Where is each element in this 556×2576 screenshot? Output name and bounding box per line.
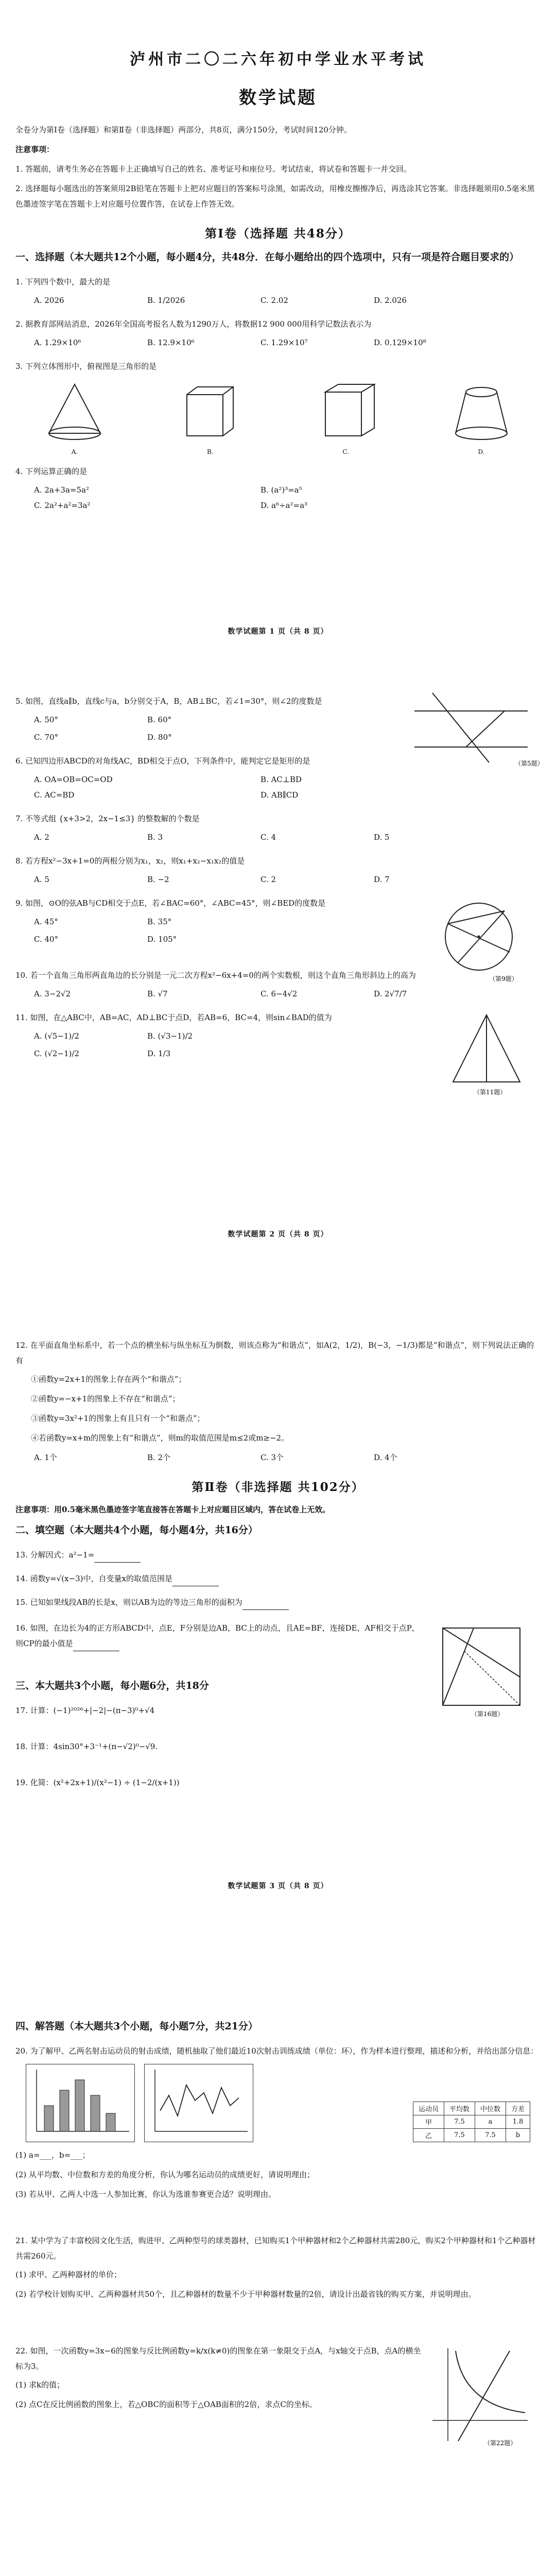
q4-option-b: B. (a²)³=a⁵ — [260, 485, 302, 495]
q10-option-b: B. √7 — [147, 989, 168, 998]
section2-heading: 二、填空题（本大题共4个小题，每小题4分，共16分） — [15, 1524, 258, 1536]
table-cell: b — [506, 2129, 530, 2142]
fig9-circle — [427, 895, 530, 983]
question-2: 2. 据教育部网站消息，2026年全国高考报名人数为1290万人，将数据12 900 000用科学记数法表示为 — [15, 319, 372, 329]
exam-subject: 数学试题 — [239, 88, 317, 108]
q5-option-d: D. 80° — [147, 733, 172, 742]
section4-heading: 四、解答题（本大题共3个小题，每小题7分，共21分） — [15, 2021, 258, 2032]
frustum-figure — [443, 379, 520, 446]
table-cell: 平均数 — [444, 2102, 475, 2115]
q3-figure-c — [307, 379, 385, 455]
table-cell: 7.5 — [444, 2129, 475, 2142]
q6-option-d: D. AB∥CD — [260, 790, 299, 800]
q10-options — [34, 986, 541, 1002]
question-22: 22. 如图，一次函数y=3x−6的图象与反比例函数y=k/x(k≠0)的图象在第一象限交于点A，与x轴交于点B，点A的横坐标为3。 — [15, 2346, 421, 2371]
table-cell: 7.5 — [475, 2129, 506, 2142]
page-1 — [15, 46, 541, 515]
exam-title: 泸州市二〇二六年初中学业水平考试 — [130, 50, 426, 69]
q2-option-d: D. 0.129×10⁸ — [374, 338, 426, 347]
q12-options — [34, 1450, 541, 1465]
fig5-parallel-lines — [412, 690, 544, 768]
q4-options — [34, 482, 541, 513]
q12-option-d: D. 4个 — [374, 1453, 397, 1462]
q3-figures — [36, 379, 520, 455]
question-14 — [15, 1571, 541, 1586]
q3-figure-a — [36, 379, 113, 455]
question-9: 9. 如图，⊙O的弦AB与CD相交于点E，若∠BAC=60°，∠ABC=45°，则∠BED的度数是 — [15, 899, 326, 908]
page-2-footer: 数学试题第 2 页（共 8 页） — [228, 1230, 328, 1239]
q12-item-2: ②函数y=−x+1的图象上不存在“和谐点”； — [31, 1394, 180, 1403]
table-row — [413, 2115, 530, 2129]
page-4 — [15, 2014, 541, 2447]
q8-option-c: C. 2 — [260, 875, 276, 884]
table-cell: a — [475, 2115, 506, 2129]
q6-option-c: C. AC=BD — [34, 790, 75, 800]
section3-heading: 三、本大题共3个小题，每小题6分，共18分 — [15, 1680, 209, 1691]
q12-option-a: A. 1个 — [34, 1453, 57, 1462]
question-6: 6. 已知四边形ABCD的对角线AC，BD相交于点O，下列条件中，能判定它是矩形的是 — [15, 756, 310, 766]
exam-intro: 全卷分为第Ⅰ卷（选择题）和第Ⅱ卷（非选择题）两部分，共8页，满分150分，考试时间120分钟。 — [15, 125, 352, 134]
page-3-footer: 数学试题第 3 页（共 8 页） — [228, 1882, 328, 1890]
q6-option-a: A. OA=OB=OC=OD — [34, 775, 113, 784]
q5-option-c: C. 70° — [34, 733, 59, 742]
page-2 — [15, 685, 544, 1096]
q22-part-2: (2) 点C在反比例函数的图象上，若△OBC的面积等于△OAB面积的2倍，求点C的坐标。 — [15, 2400, 317, 2409]
q21-part-2: (2) 若学校计划购买甲、乙两种器材共50个，且乙种器材的数量不少于甲种器材数量的2倍，请设计出最省钱的购买方案，并说明理由。 — [15, 2290, 476, 2299]
table-row — [413, 2129, 530, 2142]
question-8: 8. 若方程x²−3x+1=0的两根分别为x₁，x₂，则x₁+x₂−x₁x₂的值是 — [15, 856, 245, 866]
q9-option-d: D. 105° — [147, 935, 177, 944]
table-cell: 甲 — [413, 2115, 444, 2129]
question-3: 3. 下列立体图形中，俯视图是三角形的是 — [15, 362, 157, 371]
q1-option-d: D. 2.026 — [374, 296, 407, 305]
q10-option-d: D. 2√7/7 — [374, 989, 407, 998]
table-cell: 方差 — [506, 2102, 530, 2115]
q5-option-b: B. 60° — [147, 715, 172, 724]
q8-option-d: D. 7 — [374, 875, 390, 884]
q21-part-1: (1) 求甲、乙两种器材的单价； — [15, 2270, 122, 2279]
q2-option-a: A. 1.29×10⁶ — [34, 338, 81, 347]
notice-label: 注意事项： — [15, 145, 55, 154]
q11-option-b: B. (√3−1)/2 — [147, 1031, 193, 1041]
q16-text: 16. 如图，在边长为4的正方形ABCD中，点E，F分别是边AB，BC上的动点，且AE=BF，连接DE，AF相交于点P，则CP的最小值是 — [15, 1623, 420, 1648]
q12-item-1: ①函数y=2x+1的图象上存在两个“和谐点”； — [31, 1375, 186, 1384]
q20-part-2: (2) 从平均数、中位数和方差的角度分析，你认为哪名运动员的成绩更好，请说明理由； — [15, 2170, 315, 2179]
q20-chart-jia — [26, 2064, 135, 2142]
q2-option-b: B. 12.9×10⁶ — [147, 338, 195, 347]
page-1-footer: 数学试题第 1 页（共 8 页） — [228, 628, 328, 636]
q6-option-b: B. AC⊥BD — [260, 775, 302, 784]
table-cell: 乙 — [413, 2129, 444, 2142]
q1-option-c: C. 2.02 — [260, 296, 288, 305]
q15-answer-blank[interactable] — [242, 1600, 289, 1610]
question-18: 18. 计算：4sin30°+3⁻¹+(π−√2)⁰−√9. — [15, 1742, 158, 1751]
fig9-caption: （第9题） — [489, 975, 518, 982]
q14-text: 14. 函数y=√(x−3)中，自变量x的取值范围是 — [15, 1574, 172, 1583]
q7-option-b: B. 3 — [147, 833, 163, 842]
q6-options — [34, 772, 541, 803]
q10-option-c: C. 6−4√2 — [260, 989, 298, 998]
q4-option-c: C. 2a²+a²=3a² — [34, 501, 91, 510]
q7-options — [34, 829, 541, 845]
question-17: 17. 计算：(−1)²⁰²⁶+|−2|−(π−3)⁰+√4 — [15, 1706, 155, 1715]
question-19: 19. 化简：(x²+2x+1)/(x²−1) ÷ (1−2/(x+1)) — [15, 1778, 180, 1787]
q20-part-3: (3) 若从甲、乙两人中选一人参加比赛，你认为选谁参赛更合适？说明理由。 — [15, 2190, 276, 2199]
section1-heading: 一、选择题（本大题共12个小题，每小题4分，共48分．在每小题给出的四个选项中，只有一项是符合题目要求的） — [15, 251, 519, 263]
fig5-caption: （第5题） — [515, 760, 544, 767]
q5-option-a: A. 50° — [34, 715, 58, 724]
q7-option-a: A. 2 — [34, 833, 49, 842]
q22-part-1: (1) 求k的值； — [15, 2380, 65, 2389]
q2-option-c: C. 1.29×10⁷ — [260, 338, 308, 347]
q12-item-4: ④若函数y=x+m的图象上有“和谐点”，则m的取值范围是m≤2或m≥−2。 — [31, 1433, 289, 1443]
chart-yi-svg — [145, 2064, 253, 2142]
q12-item-3: ③函数y=3x²+1的图象上有且只有一个“和谐点”； — [31, 1414, 205, 1423]
q3-label-a: A. — [71, 448, 78, 455]
q11-block — [15, 1010, 541, 1096]
q20-stats-table — [413, 2102, 530, 2142]
q11-option-c: C. (√2−1)/2 — [34, 1049, 79, 1058]
question-10: 10. 若一个直角三角形两直角边的长分别是一元二次方程x²−6x+4=0的两个实数根，则这个直角三角形斜边上的高为 — [15, 971, 416, 980]
q12-option-b: B. 2个 — [147, 1453, 171, 1462]
q3-figure-b — [171, 379, 249, 455]
question-5: 5. 如图，直线a∥b，直线c与a，b分别交于A，B，AB⊥BC，若∠1=30°，则∠2的度数是 — [15, 697, 322, 706]
q3-figure-d — [443, 379, 520, 455]
q20-chart-yi — [144, 2064, 253, 2142]
q8-option-a: A. 5 — [34, 875, 49, 884]
q9-option-b: B. 35° — [147, 917, 172, 926]
q9-option-a: A. 45° — [34, 917, 58, 926]
table-row — [413, 2102, 530, 2115]
triangular-prism-figure — [171, 379, 249, 446]
q4-option-d: D. a⁶÷a²=a³ — [260, 501, 308, 510]
q20-part-1: (1) a=___，b=___； — [15, 2150, 90, 2160]
q11-option-a: A. (√5−1)/2 — [34, 1031, 79, 1041]
question-21: 21. 某中学为了丰富校园文化生活，购进甲、乙两种型号的球类器材，已知购买1个甲种器材和2个乙种器材共需280元，购买2个甲种器材和1个乙种器材共需260元。 — [15, 2236, 536, 2261]
question-20: 20. 为了解甲、乙两名射击运动员的射击成绩，随机抽取了他们最近10次射击训练成绩（单位：环），作为样本进行整理，描述和分析，并给出部分信息： — [15, 2046, 538, 2056]
prism-figure — [307, 379, 385, 446]
q13-answer-blank[interactable] — [94, 1553, 141, 1563]
question-12: 12. 在平面直角坐标系中，若一个点的横坐标与纵坐标互为倒数，则该点称为“和谐点”，如A(2，1/2)，B(−3，−1/3)都是“和谐点”，则下列说法正确的有 — [15, 1341, 534, 1365]
fig11-triangle — [443, 1010, 530, 1097]
q3-label-b: B. — [207, 448, 214, 455]
fig22-caption: （第22题） — [484, 2439, 517, 2447]
notice-1: 1. 答题前，请考生务必在答题卡上正确填写自己的姓名、准考证号和座位号。考试结束，将试卷和答题卡一并交回。 — [15, 164, 412, 174]
q4-option-a: A. 2a+3a=5a² — [34, 485, 89, 495]
question-15 — [15, 1595, 541, 1610]
question-13 — [15, 1547, 541, 1563]
q16-answer-blank[interactable] — [73, 1641, 119, 1651]
q9-option-c: C. 40° — [34, 935, 59, 944]
q8-options — [34, 872, 541, 887]
q11-option-d: D. 1/3 — [147, 1049, 171, 1058]
question-7: 7. 不等式组 {x+3>2，2x−1≤3} 的整数解的个数是 — [15, 814, 200, 823]
question-16 — [15, 1620, 422, 1651]
chart-jia-svg — [26, 2064, 134, 2142]
notice-2: 2. 选择题每小题选出的答案须用2B铅笔在答题卡上把对应题目的答案标号涂黑，如需改动，用橡皮擦擦净后，再选涂其它答案。非选择题须用0.5毫米黑色墨迹签字笔在答题卡上对应题号位置作答，在试卷上作答无效。 — [15, 184, 535, 209]
cone-figure — [36, 379, 113, 446]
q1-option-b: B. 1/2026 — [147, 296, 185, 305]
table-cell: 运动员 — [413, 2102, 444, 2115]
table-cell: 7.5 — [444, 2115, 475, 2129]
q22-block — [15, 2343, 541, 2447]
question-4: 4. 下列运算正确的是 — [15, 467, 88, 476]
fig22-function-graph — [427, 2343, 530, 2446]
q10-option-a: A. 3−2√2 — [34, 989, 71, 998]
table-cell: 1.8 — [506, 2115, 530, 2129]
part2-notice: 注意事项：用0.5毫米黑色墨迹签字笔直接答在答题卡上对应题目区域内，答在试卷上无效。 — [15, 1505, 331, 1514]
q3-label-c: C. — [342, 448, 349, 455]
q12-option-c: C. 3个 — [260, 1453, 284, 1462]
fig16-caption: （第16题） — [471, 1710, 504, 1718]
q13-text: 13. 分解因式：a²−1= — [15, 1550, 95, 1560]
part2-heading: 第Ⅱ卷（非选择题 共102分） — [192, 1480, 364, 1494]
q3-label-d: D. — [478, 448, 485, 455]
question-1: 1. 下列四个数中，最大的是 — [15, 277, 111, 286]
page-3 — [15, 1329, 541, 1793]
q7-option-d: D. 5 — [374, 833, 390, 842]
part1-heading: 第Ⅰ卷（选择题 共48分） — [205, 227, 351, 241]
q15-text: 15. 已知如果线段AB的长是x，则以AB为边的等边三角形的面积为 — [15, 1598, 242, 1607]
table-cell: 中位数 — [475, 2102, 506, 2115]
q2-options — [34, 335, 541, 350]
q8-option-b: B. −2 — [147, 875, 169, 884]
q14-answer-blank[interactable] — [172, 1577, 219, 1586]
q1-option-a: A. 2026 — [34, 296, 64, 305]
question-11: 11. 如图，在△ABC中，AB=AC，AD⊥BC于点D，若AB=6，BC=4，则sin∠BAD的值为 — [15, 1013, 332, 1022]
q7-option-c: C. 4 — [260, 833, 276, 842]
fig16-square — [432, 1620, 530, 1718]
q20-figures — [26, 2064, 541, 2142]
q1-options — [34, 293, 541, 308]
fig11-caption: （第11题） — [474, 1089, 507, 1096]
